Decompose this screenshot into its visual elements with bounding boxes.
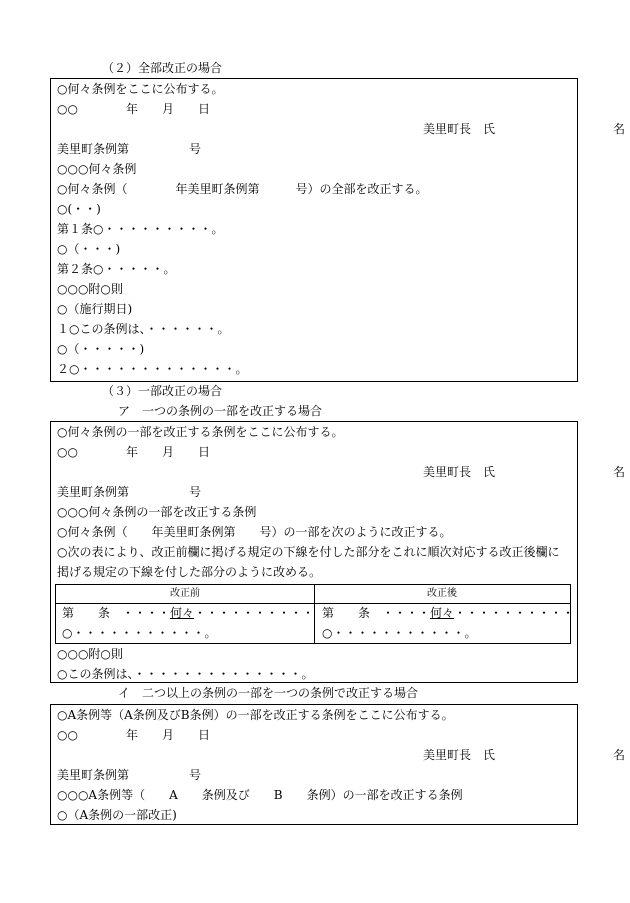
before-cell-paragraph: ○・・・・・・・・・・・。	[62, 626, 217, 640]
column-header-after: 改正後	[314, 585, 570, 604]
before-cell-article-prefix: 第 条 ・・・・	[62, 606, 171, 620]
after-cell-article-prefix: 第 条 ・・・・	[322, 606, 431, 620]
multi-ordinance-box	[50, 704, 626, 825]
article-2-line: 第２条○・・・・・。	[57, 262, 176, 276]
caption-line: ○（・・・)	[57, 242, 121, 256]
after-cell-underlined-text: 何々	[430, 606, 455, 620]
caption-line: ○(・・)	[57, 202, 101, 216]
mayor-signature	[423, 745, 626, 765]
revision-statement: ○何々条例（ 年美里町条例第 号）の全部を改正する。	[57, 182, 428, 196]
after-cell-article-suffix: ・・・・・・・・・・	[454, 606, 575, 620]
ordinance-number-line: 美里町条例第 号	[57, 142, 202, 156]
after-cell-article	[322, 603, 574, 623]
section-heading-full-revision: （２）全部改正の場合	[102, 61, 223, 75]
ordinance-title-line: ○○○何々条例	[57, 162, 137, 176]
revision-statement: ○何々条例（ 年美里町条例第 号）の一部を次のように改正する。	[57, 525, 452, 539]
supplementary-provisions-line: ○○○附○則	[57, 647, 123, 661]
section-heading-partial-revision: （３）一部改正の場合	[102, 384, 223, 398]
subheading-a: ア 一つの条例の一部を改正する場合	[118, 404, 323, 418]
after-cell-paragraph: ○・・・・・・・・・・・。	[322, 626, 477, 640]
mayor-signature-text: 美里町長 氏	[423, 122, 496, 136]
article-1-line: 第１条○・・・・・・・・・。	[57, 222, 224, 236]
full-revision-box	[50, 78, 626, 382]
promulgation-line: ○A条例等（A条例及びB条例）の一部を改正する条例をここに公布する。	[57, 708, 454, 722]
promulgation-line: ○何々条例の一部を改正する条例をここに公布する。	[57, 425, 344, 439]
mayor-signature-suffix: 名	[613, 122, 626, 136]
ordinance-number-line: 美里町条例第 号	[57, 768, 202, 782]
partial-revision-box	[50, 421, 626, 683]
table-divider	[314, 585, 315, 643]
date-line: ○○ 年 月 日	[57, 102, 210, 116]
date-line: ○○ 年 月 日	[57, 445, 210, 459]
mayor-signature-text: 美里町長 氏	[423, 748, 496, 762]
date-line: ○○ 年 月 日	[57, 728, 210, 742]
comparison-table	[55, 584, 575, 644]
ordinance-title-line: ○○○A条例等（ A 条例及び B 条例）の一部を改正する条例	[57, 788, 463, 802]
paragraph-1-line: １○この条例は、・・・・・・。	[57, 322, 230, 336]
ordinance-number-line: 美里町条例第 号	[57, 485, 202, 499]
mayor-signature	[423, 119, 626, 139]
caption-line: ○（施行期日)	[57, 302, 133, 316]
paragraph-2-line: ２○・・・・・・・・・・・・・。	[57, 362, 248, 376]
mayor-signature-suffix: 名	[613, 748, 626, 762]
ordinance-title-line: ○○○何々条例の一部を改正する条例	[57, 505, 257, 519]
caption-line: ○（・・・・・)	[57, 342, 145, 356]
effective-date-line: ○この条例は、・・・・・・・・・・・・・・。	[57, 667, 314, 681]
before-cell-underlined-text: 何々	[170, 606, 195, 620]
caption-line: ○（A条例の一部改正)	[57, 808, 177, 822]
mayor-signature	[423, 462, 626, 482]
before-cell-article	[62, 603, 314, 623]
table-instruction: ○次の表により、改正前欄に掲げる規定の下線を付した部分をこれに順次対応する改正後欄に掲げる規定の下線を付した部分のように改める。	[57, 545, 560, 579]
mayor-signature-text: 美里町長 氏	[423, 465, 496, 479]
column-header-before: 改正前	[56, 585, 314, 604]
before-cell-article-suffix: ・・・・・・・・・・	[194, 606, 315, 620]
mayor-signature-suffix: 名	[613, 465, 626, 479]
subheading-i: イ 二つ以上の条例の一部を一つの条例で改正する場合	[118, 686, 419, 700]
supplementary-provisions-line: ○○○附○則	[57, 282, 123, 296]
promulgation-line: ○何々条例をここに公布する。	[57, 82, 224, 96]
